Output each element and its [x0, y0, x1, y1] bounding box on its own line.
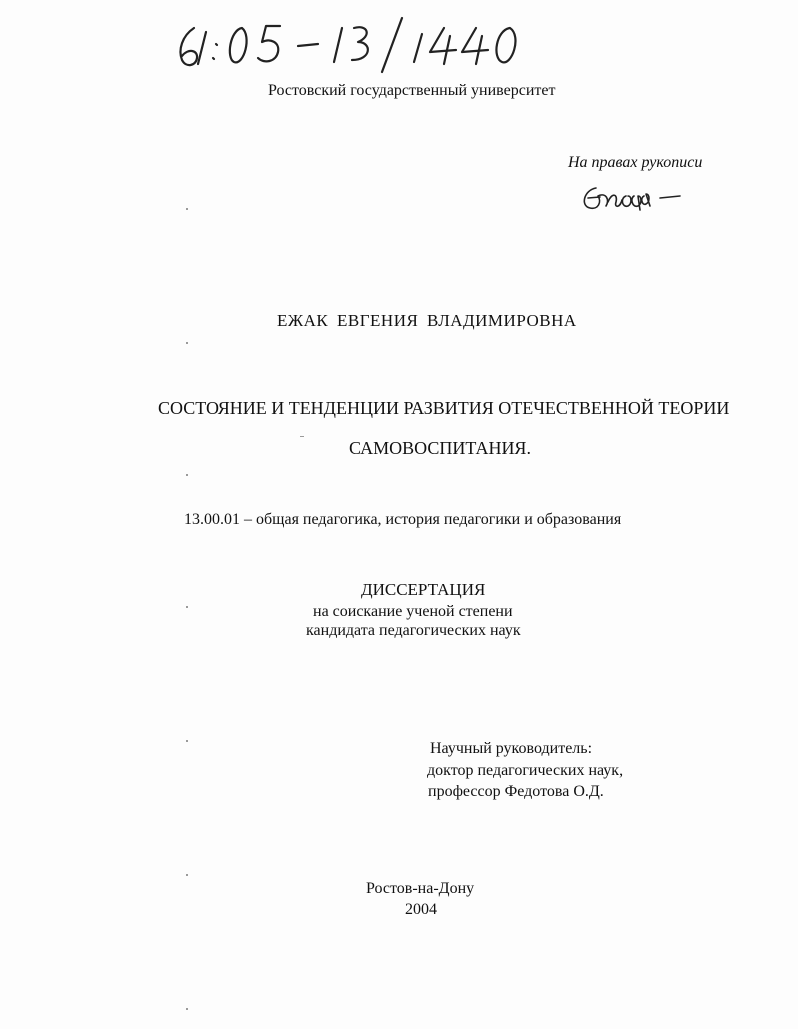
degree-line-1: на соискание ученой степени — [313, 603, 513, 620]
advisor-name: профессор Федотова О.Д. — [428, 783, 604, 800]
scan-speck — [186, 874, 188, 876]
city: Ростов-на-Дону — [366, 880, 475, 897]
university-name: Ростовский государственный университет — [268, 82, 556, 99]
advisor-label: Научный руководитель: — [430, 740, 593, 757]
manuscript-rights-note: На правах рукописи — [568, 154, 703, 171]
dissertation-title-line-2: САМОВОСПИТАНИЯ. — [349, 438, 531, 458]
scan-speck — [300, 436, 304, 437]
degree-line-2: кандидата педагогических наук — [306, 622, 521, 639]
specialty-code: 13.00.01 – общая педагогика, история педагогики и образования — [184, 511, 622, 528]
scan-speck — [186, 474, 188, 476]
document-type: ДИССЕРТАЦИЯ — [361, 580, 486, 599]
advisor-degree: доктор педагогических наук, — [427, 762, 624, 779]
author-name: ЕЖАК ЕВГЕНИЯ ВЛАДИМИРОВНА — [277, 311, 577, 330]
scan-speck — [186, 208, 188, 210]
signature-graphic — [580, 180, 690, 214]
scan-speck — [186, 606, 188, 608]
handwritten-archive-stamp — [172, 14, 532, 74]
dissertation-title-line-1: СОСТОЯНИЕ И ТЕНДЕНЦИИ РАЗВИТИЯ ОТЕЧЕСТВЕННОЙ ТЕОРИИ — [158, 398, 730, 418]
scan-speck — [186, 342, 188, 344]
handwritten-stamp-graphic — [172, 14, 532, 74]
year: 2004 — [405, 901, 437, 918]
scan-speck — [186, 740, 188, 742]
scan-speck — [186, 1008, 188, 1010]
author-signature — [580, 180, 690, 214]
